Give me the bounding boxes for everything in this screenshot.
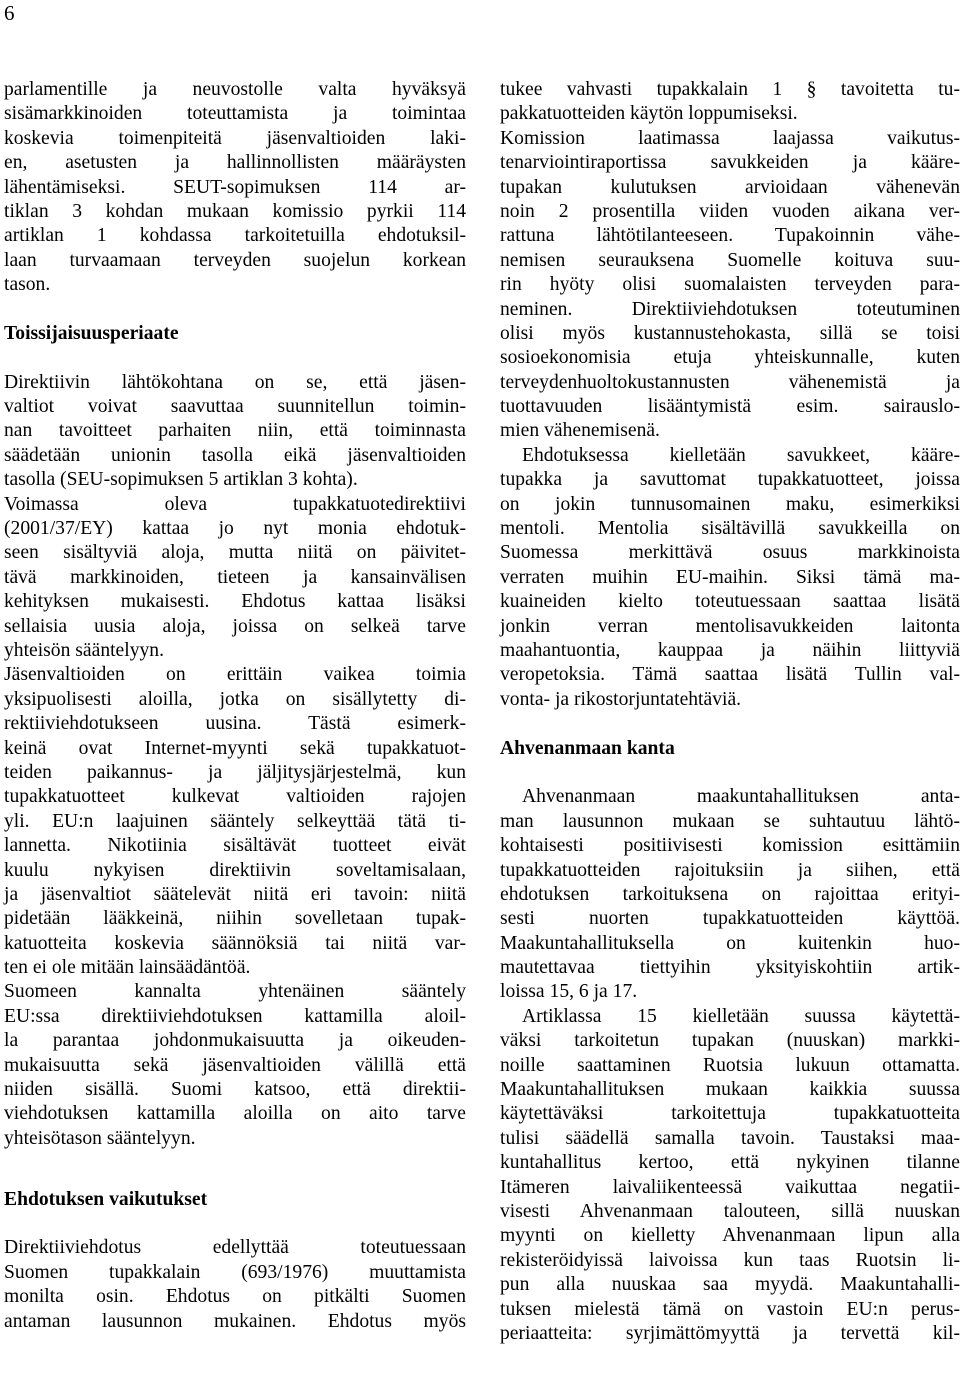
text-line: niiden sisällä. Suomi katsoo, että direktii- xyxy=(4,1079,466,1101)
text-line: verraten muihin EU-maihin. Siksi tämä ma- xyxy=(500,566,960,588)
text-line: pun alla nuuskaa saa myydä. Maakuntahalli- xyxy=(500,1274,960,1296)
text-line: tupakan kulutuksen arvioidaan vähenevän xyxy=(500,176,960,198)
text-line: kuaineiden kielto toteutuessaan saattaa lisätä xyxy=(500,591,960,613)
text-line: tupakkatuotteet kulkevat valtioiden rajojen xyxy=(4,786,466,808)
left-block-2 xyxy=(4,371,466,1152)
text-line: tulisi säädellä samalla tavoin. Taustaksi maa- xyxy=(500,1127,960,1149)
text-line: (2001/37/EY) kattaa jo nyt monia ehdotuk- xyxy=(4,518,466,540)
text-line: Itämeren laivaliikenteessä vaikuttaa negatii- xyxy=(500,1176,960,1198)
text-line: katuotteita koskevia säännöksiä tai niitä var- xyxy=(4,932,466,954)
text-line: mentoli. Mentolia sisältävillä savukkeilla on xyxy=(500,518,960,540)
text-line: monilta osin. Ehdotus on pitkälti Suomen xyxy=(4,1286,466,1308)
text-line: Jäsenvaltioiden on erittäin vaikea toimia xyxy=(4,664,466,686)
text-line: nan tavoitteet parhaiten niin, että toiminnasta xyxy=(4,420,466,442)
text-line: parlamentille ja neuvostolle valta hyväksyä xyxy=(4,79,466,100)
text-line: on jokin tunnusomainen maku, esimerkiksi xyxy=(500,493,960,515)
text-line: Direktiiviehdotus edellyttää toteutuessaan xyxy=(4,1237,466,1259)
text-line: periaatteita: syrjimättömyyttä ja tervettä kil- xyxy=(500,1322,960,1344)
left-column xyxy=(4,78,466,1334)
text-line: vonta- ja rikostorjuntatehtäviä. xyxy=(500,688,742,710)
section-heading-impacts: Ehdotuksen vaikutukset xyxy=(4,1188,208,1210)
text-line: mien vähenemisenä. xyxy=(500,420,660,442)
text-line: Suomeen kannalta yhtenäinen sääntely xyxy=(4,981,466,1003)
text-line: koskevia toimenpiteitä jäsenvaltioiden laki- xyxy=(4,127,466,149)
text-line: tiklan 3 kohdan mukaan komissio pyrkii 114 xyxy=(4,200,466,222)
left-block-1 xyxy=(4,78,466,298)
text-line: pidetään lääkkeinä, niihin sovelletaan tupak- xyxy=(4,908,466,930)
text-line: Ahvenanmaan maakuntahallituksen anta- xyxy=(522,786,960,808)
text-line: viehdotuksen kattamilla aloilla on aito tarve xyxy=(4,1103,466,1125)
text-line: Ehdotuksessa kielletään savukkeet, kääre- xyxy=(522,444,960,466)
text-line: visesti Ahvenanmaan talouteen, sillä nuuskan xyxy=(500,1200,960,1222)
text-line: kohtaisesti positiivisesti komission esittämiin xyxy=(500,835,960,857)
text-line: noille saattaminen Ruotsia lukuun ottamatta. xyxy=(500,1054,960,1076)
text-line: Maakuntahallituksen mukaan kaikkia suussa xyxy=(500,1079,960,1101)
text-line: mautettavaa tiettyihin yksityiskohtiin artik- xyxy=(500,957,960,979)
spacer xyxy=(4,1212,466,1236)
text-line: pakkatuotteiden käytön loppumiseksi. xyxy=(500,103,798,125)
text-line: teiden paikannus- ja jäljitysjärjestelmä, kun xyxy=(4,761,466,783)
text-line: Voimassa oleva tupakkatuotedirektiivi xyxy=(4,493,466,515)
text-line: rattuna lähtötilanteeseen. Tupakoinnin vähe- xyxy=(500,225,960,247)
right-column xyxy=(500,78,960,1346)
text-line: tenarviointiraportissa savukkeiden ja kääre- xyxy=(500,152,960,174)
text-line: väksi tarkoitetun tupakan (nuuskan) markki- xyxy=(500,1030,960,1052)
text-line: veropetoksia. Tämä saattaa lisätä Tullin val- xyxy=(500,664,960,686)
section-heading-aland: Ahvenanmaan kanta xyxy=(500,737,675,759)
text-line: Suomen tupakkalain (693/1976) muuttamista xyxy=(4,1261,466,1283)
text-line: loissa 15, 6 ja 17. xyxy=(500,981,638,1003)
text-line: Komission laatimassa laajassa vaikutus- xyxy=(500,127,960,149)
text-line: nemisen seurauksena Suomelle koituva suu- xyxy=(500,249,960,271)
spacer xyxy=(500,761,960,785)
spacer xyxy=(4,1176,466,1188)
text-line: en, asetusten ja hallinnollisten määräysten xyxy=(4,152,466,174)
text-line: kehityksen mukaisesti. Ehdotus kattaa lisäksi xyxy=(4,591,466,613)
text-line: seen sisältyviä aloja, mutta niitä on päivitet- xyxy=(4,542,466,564)
text-line: noin 2 prosentilla viiden vuoden aikana ver- xyxy=(500,200,960,222)
text-line: tuottavuuden lisääntymistä esim. sairauslo- xyxy=(500,396,960,418)
text-line: yhteisön sääntelyyn. xyxy=(4,639,164,661)
text-line: myynti on kielletty Ahvenanmaan lipun alla xyxy=(500,1225,960,1247)
text-line: tasolla (SEU-sopimuksen 5 artiklan 3 kohta). xyxy=(4,469,358,491)
text-line: käytettäväksi tarkoitettuja tupakkatuotteita xyxy=(500,1103,960,1125)
text-line: rin hyöty olisi suomalaisten terveyden para- xyxy=(500,274,960,296)
text-line: artiklan 1 kohdassa tarkoitetuilla ehdotuksil- xyxy=(4,225,466,247)
text-line: Maakuntahallituksella on kuitenkin huo- xyxy=(500,932,960,954)
text-line: lähentämiseksi. SEUT-sopimuksen 114 ar- xyxy=(4,176,466,198)
text-line: olisi myös kustannustehokasta, sillä se toisi xyxy=(500,322,960,344)
text-line: antaman lausunnon mukainen. Ehdotus myös xyxy=(4,1310,466,1332)
section-heading-subsidiarity: Toissijaisuusperiaate xyxy=(4,322,179,344)
text-line: la parantaa johdonmukaisuutta ja oikeuden- xyxy=(4,1030,466,1052)
text-line: keinä ovat Internet-myynti sekä tupakkatuot- xyxy=(4,737,466,759)
right-block-1 xyxy=(500,78,960,712)
text-line: Suomessa merkittävä osuus markkinoista xyxy=(500,542,960,564)
text-line: man lausunnon mukaan se suhtautuu lähtö- xyxy=(500,810,960,832)
text-line: tukee vahvasti tupakkalain 1 § tavoitetta tu- xyxy=(500,79,960,100)
text-line: neminen. Direktiiviehdotuksen toteutuminen xyxy=(500,298,960,320)
text-line: ja jäsenvaltiot säätelevät niitä eri tavoin: niitä xyxy=(4,883,466,905)
text-line: yksipuolisesti aloilla, jotka on sisällytetty di- xyxy=(4,688,466,710)
text-line: rektiiviehdotukseen uusina. Tästä esimerk- xyxy=(4,713,466,735)
text-line: laan turvaamaan terveyden suojelun korkean xyxy=(4,249,466,271)
text-line: tupakka ja savuttomat tupakkatuotteet, joissa xyxy=(500,469,960,491)
text-line: tävä markkinoiden, tieteen ja kansainvälisen xyxy=(4,566,466,588)
spacer xyxy=(500,712,960,736)
text-line: kuntahallitus kertoo, että nykyinen tilanne xyxy=(500,1152,960,1174)
page-number: 6 xyxy=(4,1,15,25)
text-line: Artiklassa 15 kielletään suussa käytettä- xyxy=(522,1005,960,1027)
text-line: tuksen mielestä tämä on vastoin EU:n perus- xyxy=(500,1298,960,1320)
text-line: yhteisötason sääntelyyn. xyxy=(4,1127,196,1149)
text-line: EU:ssa direktiiviehdotuksen kattamilla aloil- xyxy=(4,1005,466,1027)
text-line: sosioekonomisia etuja yhteiskunnalle, kuten xyxy=(500,347,960,369)
text-line: yli. EU:n laajuinen sääntely selkeyttää tätä ti- xyxy=(4,810,466,832)
text-line: terveydenhuoltokustannusten vähenemistä ja xyxy=(500,371,960,393)
text-line: ten ei ole mitään lainsäädäntöä. xyxy=(4,957,251,979)
text-line: valtiot voivat saavuttaa suunnitellun toimin- xyxy=(4,396,466,418)
text-line: jonkin verran mentolisavukkeiden laitonta xyxy=(500,615,960,637)
text-line: sellaisia uusia aloja, joissa on selkeä tarve xyxy=(4,615,466,637)
text-line: mukaisuutta sekä jäsenvaltioiden välillä että xyxy=(4,1054,466,1076)
text-line: säädetään unionin tasolla eikä jäsenvaltioiden xyxy=(4,444,466,466)
text-line: tason. xyxy=(4,274,51,296)
text-line: sesti nuorten tupakkatuotteiden käyttöä. xyxy=(500,908,960,930)
spacer xyxy=(4,298,466,322)
spacer xyxy=(4,1151,466,1175)
text-line: Direktiivin lähtökohtana on se, että jäsen- xyxy=(4,371,466,393)
right-block-2 xyxy=(500,785,960,1346)
text-line: tupakkatuotteiden rajoituksiin ja siihen, että xyxy=(500,859,960,881)
left-block-3 xyxy=(4,1236,466,1334)
spacer xyxy=(4,346,466,370)
text-line: ehdotuksen tarkoituksena on rajoittaa erityi- xyxy=(500,883,960,905)
text-line: sisämarkkinoiden toteuttamista ja toimintaa xyxy=(4,103,466,125)
text-line: kuulu nykyisen direktiivin soveltamisalaan, xyxy=(4,859,466,881)
text-line: rekisteröidyissä laivoissa kun taas Ruotsin li- xyxy=(500,1249,960,1271)
text-line: maahantuontia, kauppaa ja näihin liittyviä xyxy=(500,639,960,661)
text-line: lannetta. Nikotiinia sisältävät tuotteet eivät xyxy=(4,835,466,857)
